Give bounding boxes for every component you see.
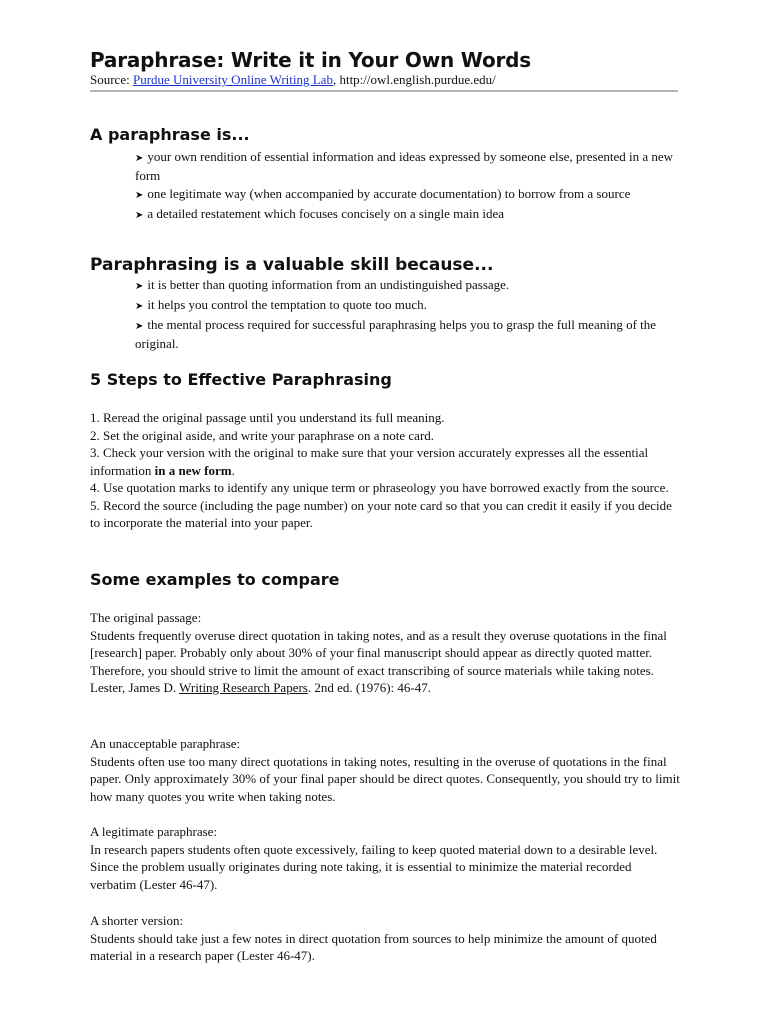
list-item-text: it helps you control the temptation to quote too much.	[147, 297, 427, 312]
list-item-text: the mental process required for successful paraphrasing helps you to grasp the full meaning of the original.	[135, 317, 657, 351]
unacceptable-paraphrase-block	[90, 735, 680, 805]
shorter-version-block	[90, 912, 680, 965]
source-prefix: Source:	[90, 72, 133, 87]
source-line	[90, 72, 496, 88]
list-item-text: one legitimate way (when accompanied by accurate documentation) to borrow from a source	[147, 186, 631, 201]
step-item: 2. Set the original aside, and write your paraphrase on a note card.	[90, 427, 435, 443]
steps-list	[90, 409, 680, 532]
shorter-label: A shorter version:	[90, 913, 184, 928]
valuable-skill-list	[135, 276, 675, 353]
arrow-bullet-icon: ➤	[135, 301, 144, 312]
legitimate-paraphrase-block	[90, 823, 680, 893]
step3-text: 3. Check your version with the original to make sure that your version accurately expresses all the essential information	[90, 445, 649, 478]
header-divider	[90, 90, 678, 92]
paraphrase-definition-list	[135, 148, 675, 225]
book-title: Writing Research Papers	[179, 680, 308, 695]
list-item	[135, 148, 675, 184]
list-item	[135, 316, 675, 352]
legitimate-text: In research papers students often quote excessively, failing to keep quoted material down to a desirable level. Since the problem usually originates during note taking, it is essential to minimize the material recorded verbatim (Lester 46-47).	[90, 841, 658, 892]
step-item: 4. Use quotation marks to identify any unique term or phraseology you have borrowed exactly from the source.	[90, 480, 669, 495]
list-item-text: a detailed restatement which focuses concisely on a single main idea	[147, 206, 505, 221]
step3-end: .	[231, 462, 235, 478]
heading-examples: Some examples to compare	[90, 570, 340, 589]
step-item	[90, 444, 680, 479]
arrow-bullet-icon: ➤	[135, 153, 144, 164]
shorter-text: Students should take just a few notes in direct quotation from sources to help minimize the amount of quoted material in a research paper (Lester 46-47).	[90, 930, 657, 963]
list-item	[135, 276, 675, 295]
unacceptable-text: Students often use too many direct quotations in taking notes, resulting in the overuse of quotations in the final paper. Only approximately 30% of your final paper should be direct quotes. Consequently, you should try to limit how many quotes you write when taking notes.	[90, 753, 680, 804]
legitimate-label: A legitimate paraphrase:	[90, 824, 218, 839]
step3-emphasis: in a new form	[154, 462, 232, 478]
source-url: , http://owl.english.purdue.edu/	[332, 72, 496, 87]
original-passage-block	[90, 609, 680, 697]
list-item	[135, 185, 675, 204]
arrow-bullet-icon: ➤	[135, 210, 144, 221]
list-item	[135, 205, 675, 224]
arrow-bullet-icon: ➤	[135, 281, 144, 292]
arrow-bullet-icon: ➤	[135, 190, 144, 201]
original-text: Students frequently overuse direct quotation in taking notes, and as a result they overuse quotations in the final [research] paper. Probably only about 30% of your final manuscript should appear as directly quoted matter. Therefore, you should strive to limit the amount of exact transcribing of source materials while taking notes. Lester, James D.	[90, 627, 667, 695]
list-item	[135, 296, 675, 315]
heading-five-steps: 5 Steps to Effective Paraphrasing	[90, 370, 392, 389]
list-item-text: it is better than quoting information from an undistinguished passage.	[147, 277, 510, 292]
step-item: 1. Reread the original passage until you understand its full meaning.	[90, 410, 445, 425]
original-passage-label: The original passage:	[90, 610, 202, 625]
step-item: 5. Record the source (including the page number) on your note card so that you can credit it easily if you decide to incorporate the material into your paper.	[90, 497, 672, 530]
list-item-text: your own rendition of essential information and ideas expressed by someone else, presented in a new form	[135, 149, 674, 183]
original-passage-text	[90, 627, 680, 697]
arrow-bullet-icon: ➤	[135, 321, 144, 332]
owl-link[interactable]: Purdue University Online Writing Lab	[132, 72, 333, 87]
heading-a-paraphrase-is: A paraphrase is...	[90, 125, 250, 144]
page-title: Paraphrase: Write it in Your Own Words	[90, 48, 531, 72]
original-citation: . 2nd ed. (1976): 46-47.	[307, 680, 431, 695]
heading-valuable-skill: Paraphrasing is a valuable skill because...	[90, 255, 494, 275]
unacceptable-label: An unacceptable paraphrase:	[90, 736, 241, 751]
